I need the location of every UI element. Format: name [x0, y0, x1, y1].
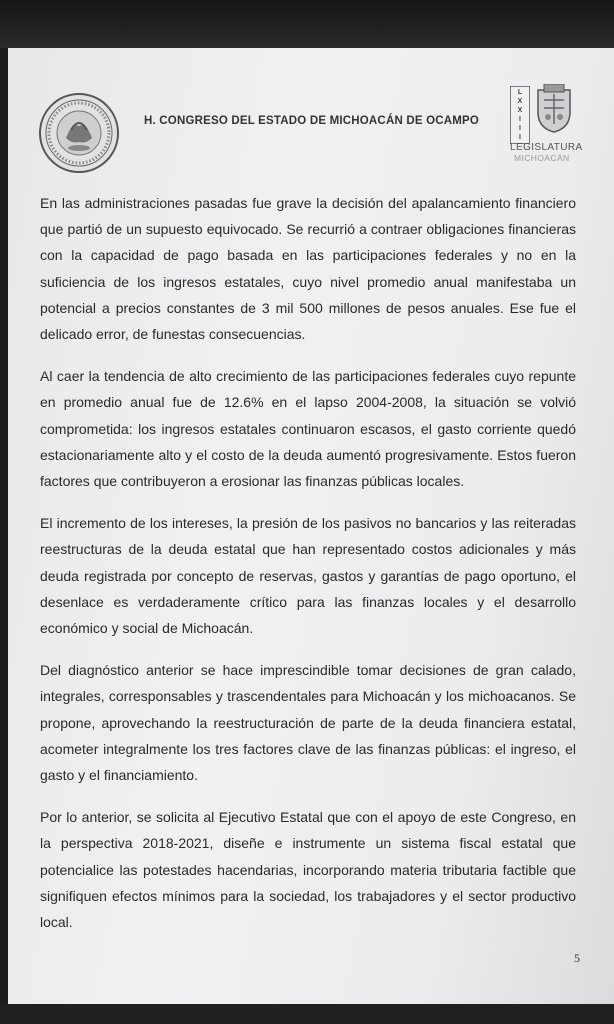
svg-text:I: I [519, 134, 521, 141]
background-bottom [0, 1004, 614, 1024]
paragraph: Al caer la tendencia de alto crecimiento de las participaciones federales cuyo repunte en promedio anual fue de 12.6% en el lapso 2004-2008, la situación se volvió comprometida: los ingresos estatales continuaron escasos, el gasto corriente quedó estacionariamente alto y el costo de la deuda aumentó progresivamente. Estos fueron factores que contribuyeron a erosionar las finanzas públicas locales. [40, 368, 576, 490]
paragraph: En las administraciones pasadas fue grave la decisión del apalancamiento financiero que partió de un supuesto equivocado. Se recurrió a contraer obligaciones financieras con la capacidad de pago basada en las participaciones federales y no en la suficiencia de los ingresos estatales, cuyo nivel promedio anual manifestaba un potencial a precios constantes de 3 mil 500 millones de pesos anuales. Ese fue el delicado error, de funestas consecuencias. [40, 195, 576, 343]
legislature-state: MICHOACÁN [514, 153, 570, 163]
document-body [40, 190, 576, 951]
paragraph: Por lo anterior, se solicita al Ejecutivo Estatal que con el apoyo de este Congreso, en la perspectiva 2018-2021, diseñe e instrumente un sistema fiscal estatal que potencialice las potestades hacendarias, incorporando materia tributaria factible que signifiquen efectos mínimos para la sociedad, los trabajadores y el sector productivo local. [40, 809, 576, 931]
paragraph: Del diagnóstico anterior se hace imprescindible tomar decisiones de gran calado, integrales, corresponsables y trascendentales para Michoacán y los michoacanos. Se propone, aprovechando la reestructuración de parte de la deuda financiera estatal, acometer integralmente los tres factores clave de las finanzas públicas: el ingreso, el gasto y el financiamiento. [40, 662, 576, 784]
state-shield-icon [534, 84, 574, 134]
congress-title: H. CONGRESO DEL ESTADO DE MICHOACÁN DE OCAMPO [144, 115, 480, 127]
roman-numeral-icon [510, 86, 530, 144]
background-top [0, 0, 614, 48]
legislature-label: LEGISLATURA [510, 142, 583, 153]
svg-text:X: X [517, 107, 523, 114]
svg-text:I: I [519, 125, 521, 132]
state-seal-icon [38, 92, 120, 174]
svg-text:L: L [517, 89, 523, 96]
svg-text:I: I [519, 116, 521, 123]
svg-text:X: X [517, 98, 523, 105]
page-number: 5 [574, 951, 580, 965]
legislature-logo [508, 84, 583, 166]
paragraph: El incremento de los intereses, la presión de los pasivos no bancarios y las reiteradas reestructuras de la deuda estatal que han representado costos adicionales y más deuda registrada por concepto de reservas, gastos y garantías de pago oportuno, el desenlace es verdaderamente crítico para las finanzas locales y el desarrollo económico y social de Michoacán. [40, 515, 576, 637]
